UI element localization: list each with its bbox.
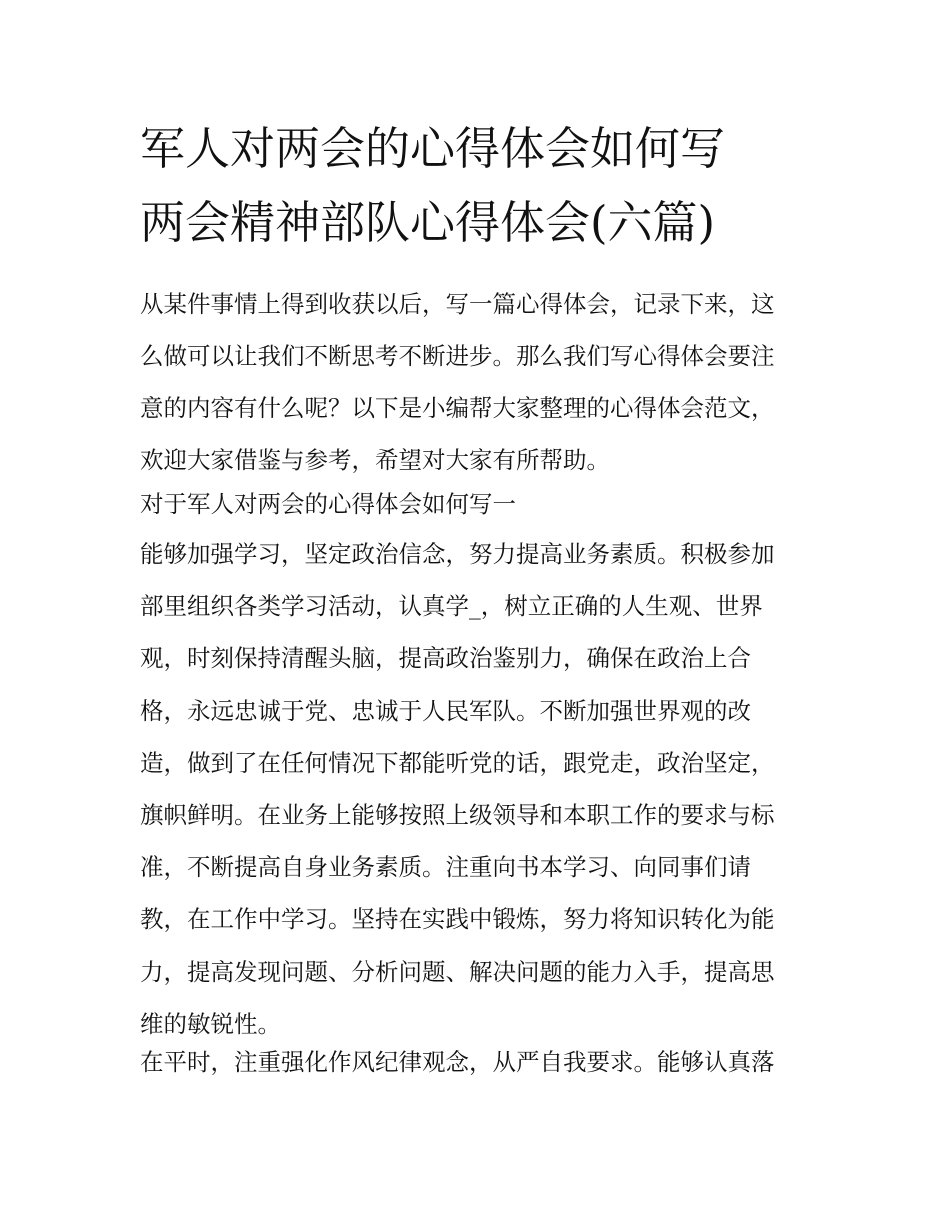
intro-line: 么做可以让我们不断思考不断进步。那么我们写心得体会要注 xyxy=(140,342,775,370)
intro-line: 意的内容有什么呢？以下是小编帮大家整理的心得体会范文， xyxy=(140,394,775,422)
section-heading: 对于军人对两会的心得体会如何写一 xyxy=(140,490,516,518)
main-line: 观，时刻保持清醒头脑，提高政治鉴别力，确保在政治上合 xyxy=(140,644,751,673)
document-title xyxy=(140,112,840,260)
main-line: 旗帜鲜明。在业务上能够按照上级领导和本职工作的要求与标 xyxy=(140,801,775,830)
main-line: 力，提高发现问题、分析问题、解决问题的能力入手，提高思 xyxy=(140,957,775,986)
main-line: 准，不断提高自身业务素质。注重向书本学习、向同事们请 xyxy=(140,853,751,882)
main-paragraph xyxy=(140,528,815,1050)
main-line: 教，在工作中学习。坚持在实践中锻炼，努力将知识转化为能 xyxy=(140,905,775,934)
main-line: 格，永远忠诚于党、忠诚于人民军队。不断加强世界观的改 xyxy=(140,696,751,725)
intro-line: 从某件事情上得到收获以后，写一篇心得体会，记录下来，这 xyxy=(140,290,775,318)
title-line-2: 两会精神部队心得体会(六篇) xyxy=(140,196,716,249)
intro-paragraph xyxy=(140,278,815,486)
main-line: 维的敏锐性。 xyxy=(140,1009,281,1038)
title-line-1: 军人对两会的心得体会如何写 xyxy=(140,122,726,175)
main-line: 造，做到了在任何情况下都能听党的话，跟党走，政治坚定， xyxy=(140,748,775,777)
closing-paragraph-start: 在平时，注重强化作风纪律观念，从严自我要求。能够认真落 xyxy=(140,1048,775,1076)
main-line: 能够加强学习，坚定政治信念，努力提高业务素质。积极参加 xyxy=(140,540,775,568)
main-line: 部里组织各类学习活动，认真学_，树立正确的人生观、世界 xyxy=(140,592,763,621)
intro-line: 欢迎大家借鉴与参考，希望对大家有所帮助。 xyxy=(140,446,610,474)
